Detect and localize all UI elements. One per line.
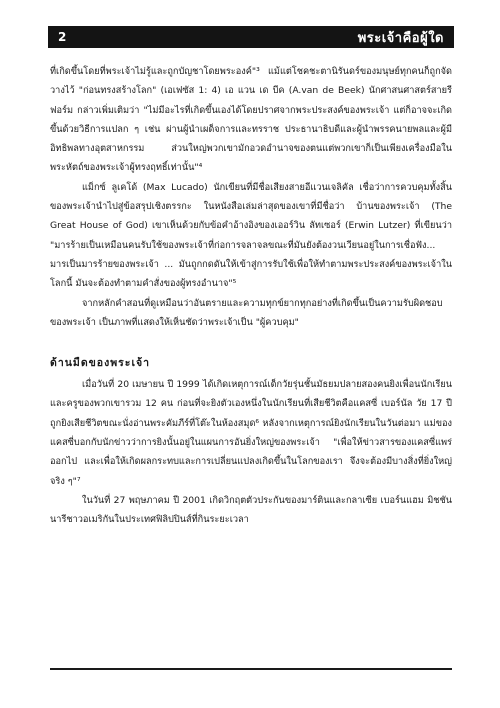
bottom-rule: [50, 668, 452, 670]
paragraph-4: เมื่อวันที่ 20 เมษายน ปี 1999 ได้เกิดเหตุการณ์เด็กวัยรุ่นชั้นมัธยมปลายสองคนยิงเพื่อนนักเรียนและครูของพวกเขารวม 12 คน ก่อนที่จะยิงตัวเองหนึ่งในนักเรียนที่เสียชีวิตคือแคสซี่ เบอร์นัล วัย 17 ปี ถูกยิงเสียชีวิตขณะนั่งอ่านพระคัมภีร์ที่โต๊ะในห้องสมุด⁶ หลังจากเหตุการณ์ยิงนักเรียนในวันต่อมา แม่ของแคสซี่บอกกับนักข่าวว่าการยิงนั้นอยู่ในแผนการอันยิ่งใหญ่ของพระเจ้า "เพื่อให้ข่าวสารของแคสซี่แพร่ออกไป และเพื่อให้เกิดผลกระทบและการเปลี่ยนแปลงเกิดขึ้นในโลกของเรา จึงจะต้องมีบางสิ่งที่ยิ่งใหญ่จริง ๆ"⁷: [50, 379, 452, 487]
paragraph-5: ในวันที่ 27 พฤษภาคม ปี 2001 เกิดวิกฤตตัวประกันของมาร์ตินและกลาเซีย เบอร์นแฮม มิชชันนารีชาวอเมริกันในประเทศฟิลิปปินส์ที่กินระยะเวลา: [50, 494, 452, 526]
paragraph-1: ที่เกิดขึ้นโดยที่พระเจ้าไม่รู้และถูกบัญชาโดยพระองค์"³ แม้แต่โชคชะตานิรันดร์ของมนุษย์ทุกคนก็ถูกจัดวางไว้ "ก่อนทรงสร้างโลก" (เอเฟซัส 1: 4) เอ แวน เด บีค (A.van de Beek) นักศาสนศาสตร์สายรีฟอร์ม กล่าวเพิ่มเติมว่า "ไม่มีอะไรที่เกิดขึ้นเองได้โดยปราศจากพระประสงค์ของพระเจ้า แต่ก็อาจจะเกิดขึ้นด้วยวิธีการแปลก ๆ เช่น ผ่านผู้นำเผด็จการและทรราช ประธานาธิบดีและผู้นำพรรคนายพลและผู้มีอิทธิพลทางอุตสาหกรรม ส่วนใหญ่พวกเขามักอวดอำนาจของตนแต่พวกเขาก็เป็นเพียงเครื่องมือในพระหัตถ์ของพระเจ้าผู้ทรงฤทธิ์เท่านั้น"⁴: [50, 66, 452, 174]
running-header: [48, 26, 454, 48]
paragraph-2: แม็กซ์ ลูเคโด้ (Max Lucado) นักเขียนที่มีชื่อเสียงสายอีแวนเจลิคัล เชื่อว่าการควบคุมทั้งสิ้นของพระเจ้านำไปสู่ข้อสรุปเชิงตรรกะ ในหนังสือเล่มล่าสุดของเขาที่มีชื่อว่า บ้านของพระเจ้า (The Great House of God) เขาเห็นด้วยกับข้อคำอ้างอิงของเออร์วิน ลัทเซอร์ (Erwin Lutzer) ที่เขียนว่า "มารร้ายเป็นเหมือนคนรับใช้ของพระเจ้าที่ก่อการจลาจลขณะที่มันยังต้องวนเวียนอยู่ในการเชื่อฟัง... มารเป็นมารร้ายของพระเจ้า ... มันถูกกดดันให้เข้าสู่การรับใช้เพื่อให้ทำตามพระประสงค์ของพระเจ้าในโลกนี้ มันจะต้องทำตามคำสั่งของผู้ทรงอำนาจ"⁵: [50, 181, 452, 290]
section-heading: ด้านมืดของพระเจ้า: [50, 357, 151, 370]
paragraph-3: จากหลักคำสอนที่ดูเหมือนว่าอันตรายและความทุกข์ยากทุกอย่างที่เกิดขึ้นเป็นความรับผิดชอบของพระเจ้า เป็นภาพที่แสดงให้เห็นชัดว่าพระเจ้าเป็น "ผู้ควบคุม": [50, 297, 443, 328]
page-number: 2: [58, 30, 67, 44]
page-body: [50, 62, 452, 530]
running-title: พระเจ้าคือผู้ใด: [357, 30, 444, 46]
